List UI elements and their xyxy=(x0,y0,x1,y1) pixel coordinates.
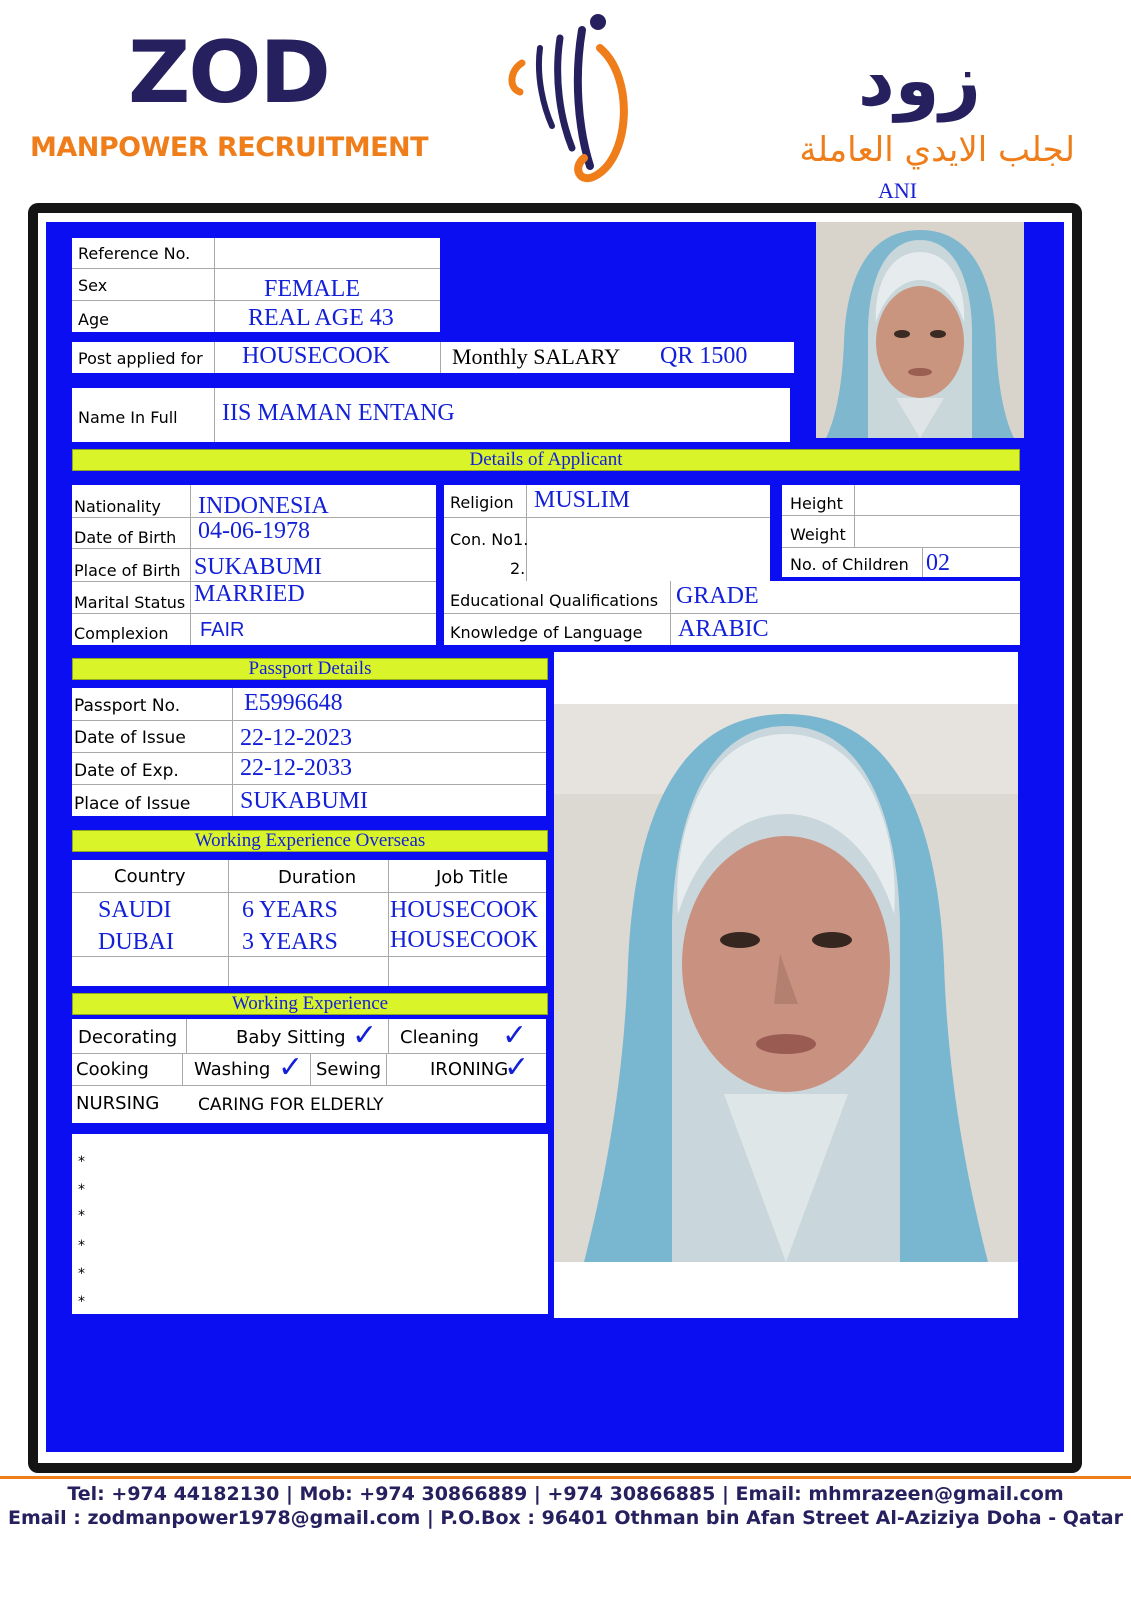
dob-value: 04-06-1978 xyxy=(198,518,310,544)
post-value: HOUSECOOK xyxy=(242,343,391,369)
checkmark-icon: ✓ xyxy=(352,1018,378,1053)
language-label: Knowledge of Language xyxy=(450,623,643,642)
post-label: Post applied for xyxy=(78,349,203,368)
overseas-row-country: DUBAI xyxy=(98,929,174,955)
brand-subtitle-arabic: لجلب الايدي العاملة xyxy=(799,130,1075,170)
skill-cooking: Cooking xyxy=(76,1059,149,1080)
overseas-row-country: SAUDI xyxy=(98,897,172,923)
candidate-code: ANI xyxy=(878,178,918,203)
brand-logo-arabic: زود xyxy=(857,38,981,122)
note-bullet: * xyxy=(78,1208,85,1224)
passport-exp-label: Date of Exp. xyxy=(74,761,179,781)
education-table xyxy=(444,581,1020,645)
passport-place-value: SUKABUMI xyxy=(240,788,369,814)
age-label: Age xyxy=(78,310,109,329)
skill-cleaning: Cleaning xyxy=(400,1027,479,1048)
footer-divider xyxy=(0,1476,1131,1479)
language-value: ARABIC xyxy=(678,616,769,642)
name-row xyxy=(72,388,790,442)
skill-ironing: IRONING xyxy=(430,1059,509,1080)
section-applicant-header: Details of Applicant xyxy=(72,449,1020,471)
full-photo-frame xyxy=(554,652,1018,1318)
complexion-value: FAIR xyxy=(200,619,245,641)
note-bullet: * xyxy=(78,1154,85,1170)
note-bullet: * xyxy=(78,1182,85,1198)
overseas-table xyxy=(72,860,546,986)
skill-nursing: NURSING xyxy=(76,1093,160,1114)
skills-table xyxy=(72,1019,546,1123)
section-experience-header: Working Experience xyxy=(72,993,548,1015)
marital-label: Marital Status xyxy=(74,593,186,612)
passport-exp-value: 22-12-2033 xyxy=(240,755,352,781)
passport-issue-value: 22-12-2023 xyxy=(240,725,352,751)
applicant-left-table xyxy=(72,485,436,645)
note-bullet: * xyxy=(78,1294,85,1310)
name-value: IIS MAMAN ENTANG xyxy=(222,400,455,426)
skill-washing: Washing xyxy=(194,1059,271,1080)
passport-no-value: E5996648 xyxy=(244,690,343,716)
overseas-row-duration: 3 YEARS xyxy=(242,929,338,955)
note-bullet: * xyxy=(78,1266,85,1282)
figure-logo-icon xyxy=(500,8,640,183)
section-overseas-header: Working Experience Overseas xyxy=(72,830,548,852)
passport-place-label: Place of Issue xyxy=(74,794,191,814)
weight-label: Weight xyxy=(790,525,846,544)
applicant-mid-table xyxy=(444,485,770,581)
religion-value: MUSLIM xyxy=(534,487,631,513)
nationality-value: INDONESIA xyxy=(198,493,329,519)
reference-label: Reference No. xyxy=(78,244,191,263)
footer-contact-line-1: Tel: +974 44182130 | Mob: +974 30866889 | +974 30866885 | Email: mhmrazeen@gmail.com xyxy=(67,1483,1064,1505)
overseas-header-country: Country xyxy=(114,866,186,887)
marital-value: MARRIED xyxy=(194,581,305,607)
pob-value: SUKABUMI xyxy=(194,554,323,580)
name-label: Name In Full xyxy=(78,408,178,427)
applicant-right-table xyxy=(782,485,1020,577)
religion-label: Religion xyxy=(450,493,514,512)
children-value: 02 xyxy=(926,550,950,576)
overseas-row-job: HOUSECOOK xyxy=(390,897,539,923)
skill-decorating: Decorating xyxy=(78,1027,178,1048)
nationality-label: Nationality xyxy=(74,497,161,516)
brand-subtitle: MANPOWER RECRUITMENT xyxy=(30,132,429,163)
sex-label: Sex xyxy=(78,276,108,295)
overseas-row-job: HOUSECOOK xyxy=(390,927,539,953)
passport-issue-label: Date of Issue xyxy=(74,728,186,748)
dob-label: Date of Birth xyxy=(74,528,177,547)
con1-label: Con. No1. xyxy=(450,530,529,549)
checkmark-icon: ✓ xyxy=(502,1018,528,1053)
overseas-row-duration: 6 YEARS xyxy=(242,897,338,923)
brand-logo-text: ZOD xyxy=(128,23,329,123)
section-passport-header: Passport Details xyxy=(72,658,548,680)
con2-label: 2. xyxy=(510,559,526,578)
passport-no-label: Passport No. xyxy=(74,696,181,716)
checkmark-icon: ✓ xyxy=(278,1050,304,1085)
skill-sewing: Sewing xyxy=(316,1059,382,1080)
post-row xyxy=(72,342,794,373)
note-bullet: * xyxy=(78,1238,85,1254)
checkmark-icon: ✓ xyxy=(504,1050,530,1085)
education-value: GRADE xyxy=(676,583,759,609)
overseas-header-job: Job Title xyxy=(436,867,509,888)
passport-table xyxy=(72,688,546,816)
profile-photo-small xyxy=(816,222,1024,438)
footer-contact-line-2: Email : zodmanpower1978@gmail.com | P.O.Box : 96401 Othman bin Afan Street Al-Aziziya Doha - Qatar xyxy=(8,1507,1123,1529)
skill-baby-sitting: Baby Sitting xyxy=(236,1027,346,1048)
form-panel xyxy=(46,222,1064,1452)
sex-value: FEMALE xyxy=(264,276,360,302)
salary-value: QR 1500 xyxy=(660,343,748,369)
salary-label: Monthly SALARY xyxy=(452,344,621,369)
age-value: REAL AGE 43 xyxy=(248,305,394,331)
education-label: Educational Qualifications xyxy=(450,591,659,610)
skill-caring-elderly: CARING FOR ELDERLY xyxy=(198,1095,384,1115)
overseas-header-duration: Duration xyxy=(278,867,357,888)
notes-box xyxy=(72,1134,548,1314)
basic-info-table xyxy=(72,238,440,332)
children-label: No. of Children xyxy=(790,555,909,574)
profile-photo-large xyxy=(554,704,1018,1262)
complexion-label: Complexion xyxy=(74,624,169,643)
height-label: Height xyxy=(790,494,843,513)
pob-label: Place of Birth xyxy=(74,561,181,580)
